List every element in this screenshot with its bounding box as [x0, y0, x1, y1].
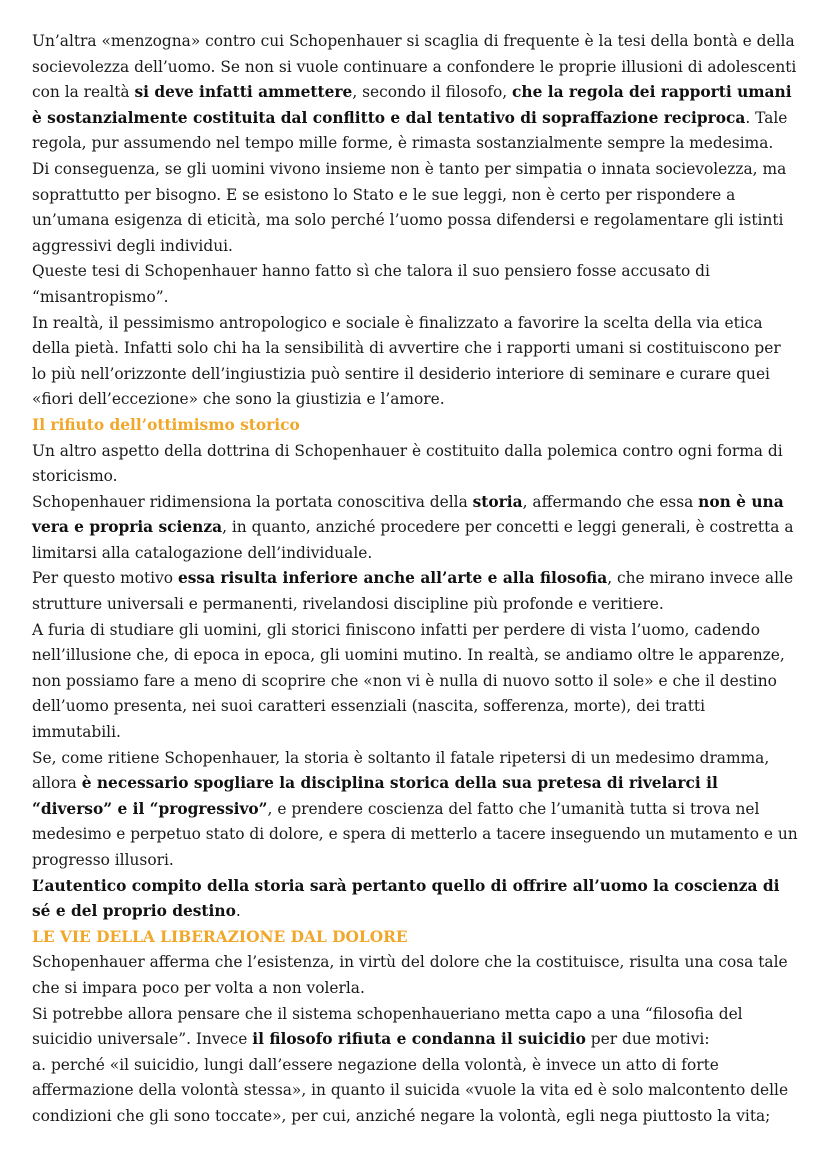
text-span: , in quanto, anziché procedere per concetti e leggi generali, è costretta a limitarsi alla catalogazione dell’individuale.: [32, 518, 794, 562]
bold-span: si deve infatti ammettere: [134, 83, 353, 102]
paragraph-pessimismo: In realtà, il pessimismo antropologico e sociale è finalizzato a favorire la scelta della via etica della pietà. Infatti solo chi ha la sensibilità di avvertire che i rapporti umani si costituiscono per lo più nell’orizzonte dell’ingiustizia può sentire il desiderio interiore di seminare e curare quei «fiori dell’eccezione» che sono la giustizia e l’amore.: [32, 313, 781, 409]
text-span: . Tale regola, pur assumendo nel tempo mille forme, è rimasta sostanzialmente sempre la medesima.: [32, 108, 788, 153]
paragraph-motivo-a: a. perché «il suicidio, lungi dall’essere negazione della volontà, è invece un atto di forte affermazione della volontà stessa», in quanto il suicida «vuole la vita ed è solo malcontento delle condizioni che gli sono toccate», per cui, anziché negare la volontà, egli nega piuttosto la vita;: [32, 1055, 789, 1125]
text-span: , che mirano invece alle strutture universali e permanenti, rivelandosi discipline più profonde e veritiere.: [32, 569, 794, 614]
paragraph-inferiore: [32, 566, 798, 617]
text-span: Si potrebbe allora pensare che il sistema schopenhaueriano metta capo a una “filosofia del suicidio universale”. Invece: [32, 1004, 743, 1049]
bold-span: storia: [472, 492, 523, 511]
paragraph-misantropismo: Queste tesi di Schopenhauer hanno fatto sì che talora il suo pensiero fosse accusato di “misantropismo”.: [32, 262, 710, 306]
text-span: Se, come ritiene Schopenhauer, la storia è soltanto il fatale ripetersi di un medesimo dramma, allora: [32, 748, 770, 793]
bold-span: è necessario spogliare la disciplina storica della sua pretesa di rivelarci il “diverso” e il “progressivo”: [32, 774, 718, 818]
text-span: per due motivi:: [585, 1030, 710, 1049]
section-heading-ottimismo: Il rifiuto dell’ottimismo storico: [32, 415, 300, 434]
text-span: .: [235, 902, 241, 921]
paragraph-storicismo: Un altro aspetto della dottrina di Schopenhauer è costituito dalla polemica contro ogni forma di storicismo.: [32, 441, 783, 486]
paragraph-suicidio: [32, 1002, 798, 1053]
text-span: Schopenhauer ridimensiona la portata conoscitiva della: [32, 492, 473, 511]
bold-span: che la regola dei rapporti umani è sostanzialmente costituita dal conflitto e dal tentativo di sopraffazione reciproca: [32, 83, 792, 127]
bold-span: essa risulta inferiore anche all’arte e alla filosofia: [177, 569, 608, 588]
bold-span: L’autentico compito della storia sarà pertanto quello di offrire all’uomo la coscienza di sé e del proprio destino: [32, 876, 780, 921]
paragraph-esistenza: Schopenhauer afferma che l’esistenza, in virtù del dolore che la costituisce, risulta una cosa tale che si impara poco per volta a non volerla.: [32, 953, 788, 997]
bold-span: il filosofo rifiuta e condanna il suicidio: [252, 1030, 586, 1049]
text-span: Per questo motivo: [32, 569, 178, 588]
text-span: , affermando che essa: [522, 492, 699, 511]
paragraph-storici: A furia di studiare gli uomini, gli storici finiscono infatti per perdere di vista l’uomo, cadendo nell’illusione che, di epoca in epoca, gli uomini mutino. In realtà, se andiamo oltre le apparenze, non possiamo fare a meno di scoprire che «non vi è nulla di nuovo sotto il sole» e che il destino dell’uomo presenta, nei suoi caratteri essenziali (nascita, sofferenza, morte), dei tratti immutabili.: [32, 620, 785, 742]
paragraph-compito-storia: [32, 874, 798, 925]
paragraph-dramma: [32, 746, 798, 874]
text-span: Un’altra «menzogna» contro cui Schopenhauer si scaglia di frequente è la tesi della bontà e della socievolezza dell’uomo. Se non si vuole continuare a confondere le proprie illusioni di adolescenti con la realtà: [32, 32, 797, 102]
paragraph-storia-scienza: [32, 490, 798, 567]
text-span: , e prendere coscienza del fatto che l’umanità tutta si trova nel medesimo e perpetuo stato di dolore, e spera di metterlo a tacere inseguendo un mutamento e un progresso illusori.: [32, 799, 798, 869]
paragraph-conseguenza: Di conseguenza, se gli uomini vivono insieme non è tanto per simpatia o innata socievolezza, ma soprattutto per bisogno. E se esistono lo Stato e le sue leggi, non è certo per rispondere a un’umana esigenza di eticità, ma solo perché l’uomo possa difendersi e regolamentare gli istinti aggressivi degli individui.: [32, 159, 787, 255]
paragraph-menzogna: [32, 29, 798, 157]
bold-span: non è una vera e propria scienza: [32, 492, 784, 537]
text-span: , secondo il filosofo,: [352, 83, 513, 102]
section-heading-liberazione: LE VIE DELLA LIBERAZIONE DAL DOLORE: [32, 927, 408, 946]
